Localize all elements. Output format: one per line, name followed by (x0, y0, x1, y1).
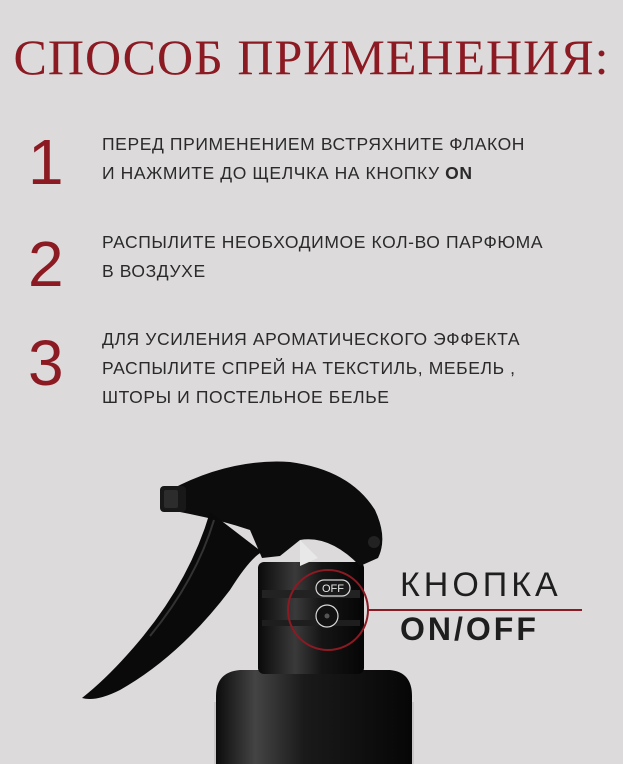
off-badge: OFF (322, 583, 344, 595)
step-line: В ВОЗДУХЕ (102, 261, 206, 281)
step-line: И НАЖМИТЕ ДО ЩЕЛЧКА НА КНОПКУ (102, 163, 446, 183)
callout-label (400, 566, 562, 648)
callout-label-title: КНОПКА (400, 566, 562, 604)
step-number: 2 (28, 228, 64, 300)
callout-label-subtitle: ON/OFF (400, 611, 539, 647)
step-description (102, 228, 602, 286)
step-number: 3 (28, 327, 64, 399)
step-line: ДЛЯ УСИЛЕНИЯ АРОМАТИЧЕСКОГО ЭФФЕКТА (102, 329, 521, 349)
step-description (102, 130, 602, 188)
on-keyword: ON (445, 163, 473, 183)
bottle-cap (216, 670, 412, 764)
step-description (102, 325, 602, 412)
page-title: СПОСОБ ПРИМЕНЕНИЯ: (13, 29, 610, 85)
step-line: ШТОРЫ И ПОСТЕЛЬНОЕ БЕЛЬЕ (102, 387, 390, 407)
sprayer-neck (258, 562, 364, 674)
step-number: 1 (28, 126, 64, 198)
step-line: ПЕРЕД ПРИМЕНЕНИЕМ ВСТРЯХНИТЕ ФЛАКОН (102, 134, 526, 154)
step-line: РАСПЫЛИТЕ СПРЕЙ НА ТЕКСТИЛЬ, МЕБЕЛЬ , (102, 358, 516, 378)
step-line: РАСПЫЛИТЕ НЕОБХОДИМОЕ КОЛ-ВО ПАРФЮМА (102, 232, 544, 252)
